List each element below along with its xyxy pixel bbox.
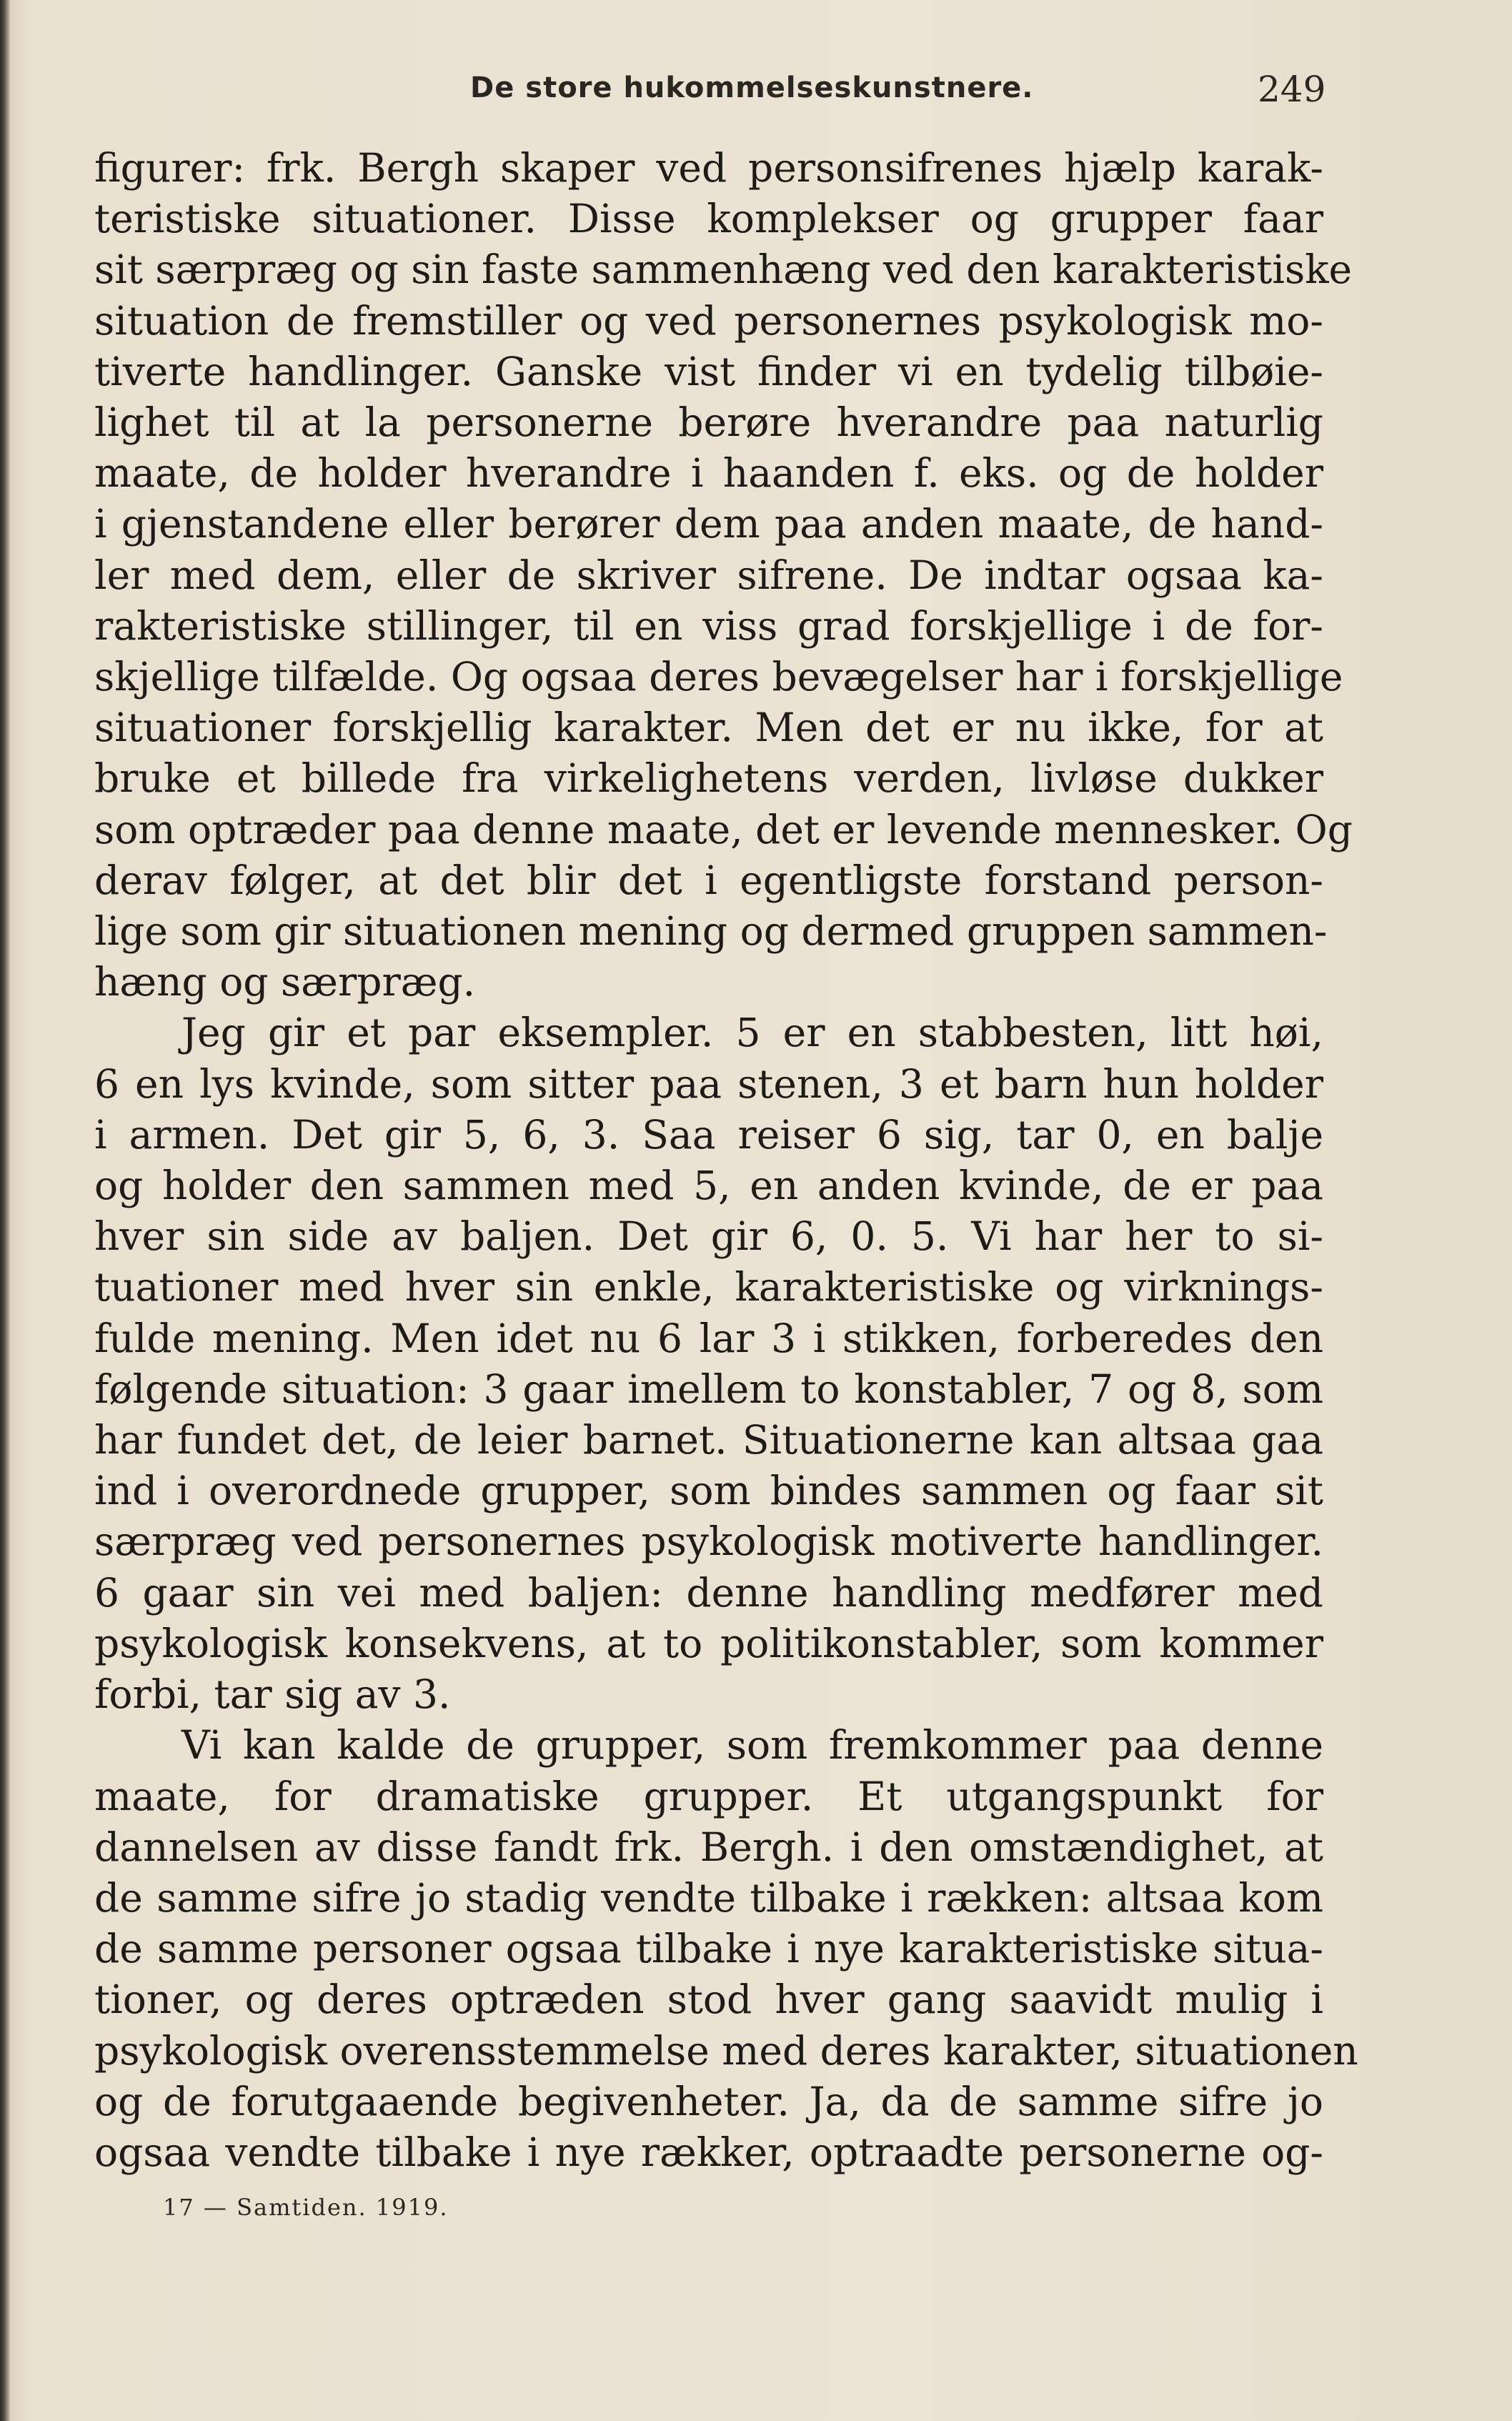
text-line: bruke et billede fra virkelighetens verden, livløse dukker (94, 755, 1323, 802)
text-line: situation de fremstiller og ved personernes psykologisk mo- (94, 297, 1323, 344)
text-line: og de forutgaaende begivenheter. Ja, da de samme sifre jo (94, 2078, 1323, 2124)
text-line: Jeg gir et par eksempler. 5 er en stabbesten, litt høi, (181, 1010, 1323, 1056)
signature-mark: 17 — Samtiden. 1919. (163, 2194, 449, 2221)
text-line: Vi kan kalde de grupper, som fremkommer paa denne (181, 1722, 1323, 1769)
text-line: rakteristiske stillinger, til en viss grad forskjellige i de for- (94, 602, 1323, 649)
text-line: ind i overordnede grupper, som bindes sammen og faar sit (94, 1468, 1323, 1514)
text-line: tuationer med hver sin enkle, karakteristiske og virknings- (94, 1264, 1323, 1311)
text-line: figurer: frk. Bergh skaper ved personsifrenes hjælp karak- (94, 145, 1323, 191)
running-title: De store hukommelseskunstnere. (470, 71, 1034, 104)
text-line: hæng og særpræg. (94, 959, 476, 1005)
text-line: i gjenstandene eller berører dem paa anden maate, de hand- (94, 501, 1323, 547)
text-line: i armen. Det gir 5, 6, 3. Saa reiser 6 sig, tar 0, en balje (94, 1111, 1323, 1158)
text-line: tiverte handlinger. Ganske vist finder vi en tydelig tilbøie- (94, 348, 1323, 394)
text-line: ogsaa vendte tilbake i nye rækker, optraadte personerne og- (94, 2129, 1323, 2175)
text-line: ler med dem, eller de skriver sifrene. De indtar ogsaa ka- (94, 552, 1323, 598)
text-line: sit særpræg og sin faste sammenhæng ved den karakteristiske (94, 247, 1353, 293)
text-line: og holder den sammen med 5, en anden kvinde, de er paa (94, 1163, 1323, 1209)
text-line: psykologisk konsekvens, at to politikonstabler, som kommer (94, 1620, 1323, 1666)
text-line: situationer forskjellig karakter. Men det er nu ikke, for at (94, 705, 1323, 751)
text-line: hver sin side av baljen. Det gir 6, 0. 5. Vi har her to si- (94, 1213, 1323, 1260)
text-line: tioner, og deres optræden stod hver gang saavidt mulig i (94, 1977, 1323, 2023)
text-line: som optræder paa denne maate, det er levende mennesker. Og (94, 806, 1353, 852)
text-line: maate, de holder hverandre i haanden f. eks. og de holder (94, 450, 1323, 497)
text-line: særpræg ved personernes psykologisk motiverte handlinger. (94, 1518, 1323, 1565)
text-line: maate, for dramatiske grupper. Et utgangspunkt for (94, 1773, 1323, 1819)
text-line: derav følger, at det blir det i egentligste forstand person- (94, 857, 1323, 903)
page-binding-edge (0, 0, 10, 2421)
text-line: følgende situation: 3 gaar imellem to konstabler, 7 og 8, som (94, 1366, 1323, 1412)
text-line: fulde mening. Men idet nu 6 lar 3 i stikken, forberedes den (94, 1315, 1323, 1361)
text-line: teristiske situationer. Disse komplekser og grupper faar (94, 196, 1323, 242)
text-line: forbi, tar sig av 3. (94, 1671, 451, 1718)
text-line: psykologisk overensstemmelse med deres karakter, situationen (94, 2027, 1358, 2074)
text-line: de samme sifre jo stadig vendte tilbake i rækken: altsaa kom (94, 1874, 1323, 1921)
text-line: dannelsen av disse fandt frk. Bergh. i den omstændighet, at (94, 1824, 1323, 1870)
text-line: lighet til at la personerne berøre hverandre paa naturlig (94, 399, 1323, 446)
text-line: har fundet det, de leier barnet. Situationerne kan altsaa gaa (94, 1417, 1323, 1463)
body-text (94, 143, 1358, 2178)
text-line: de samme personer ogsaa tilbake i nye karakteristiske situa- (94, 1926, 1323, 1972)
text-line: 6 gaar sin vei med baljen: denne handling medfører med (94, 1569, 1323, 1616)
text-line: lige som gir situationen mening og dermed gruppen sammen- (94, 908, 1328, 955)
page-number: 249 (1258, 69, 1326, 110)
text-line: 6 en lys kvinde, som sitter paa stenen, 3 et barn hun holder (94, 1060, 1323, 1107)
text-line: skjellige tilfælde. Og ogsaa deres bevægelser har i forskjellige (94, 654, 1343, 700)
